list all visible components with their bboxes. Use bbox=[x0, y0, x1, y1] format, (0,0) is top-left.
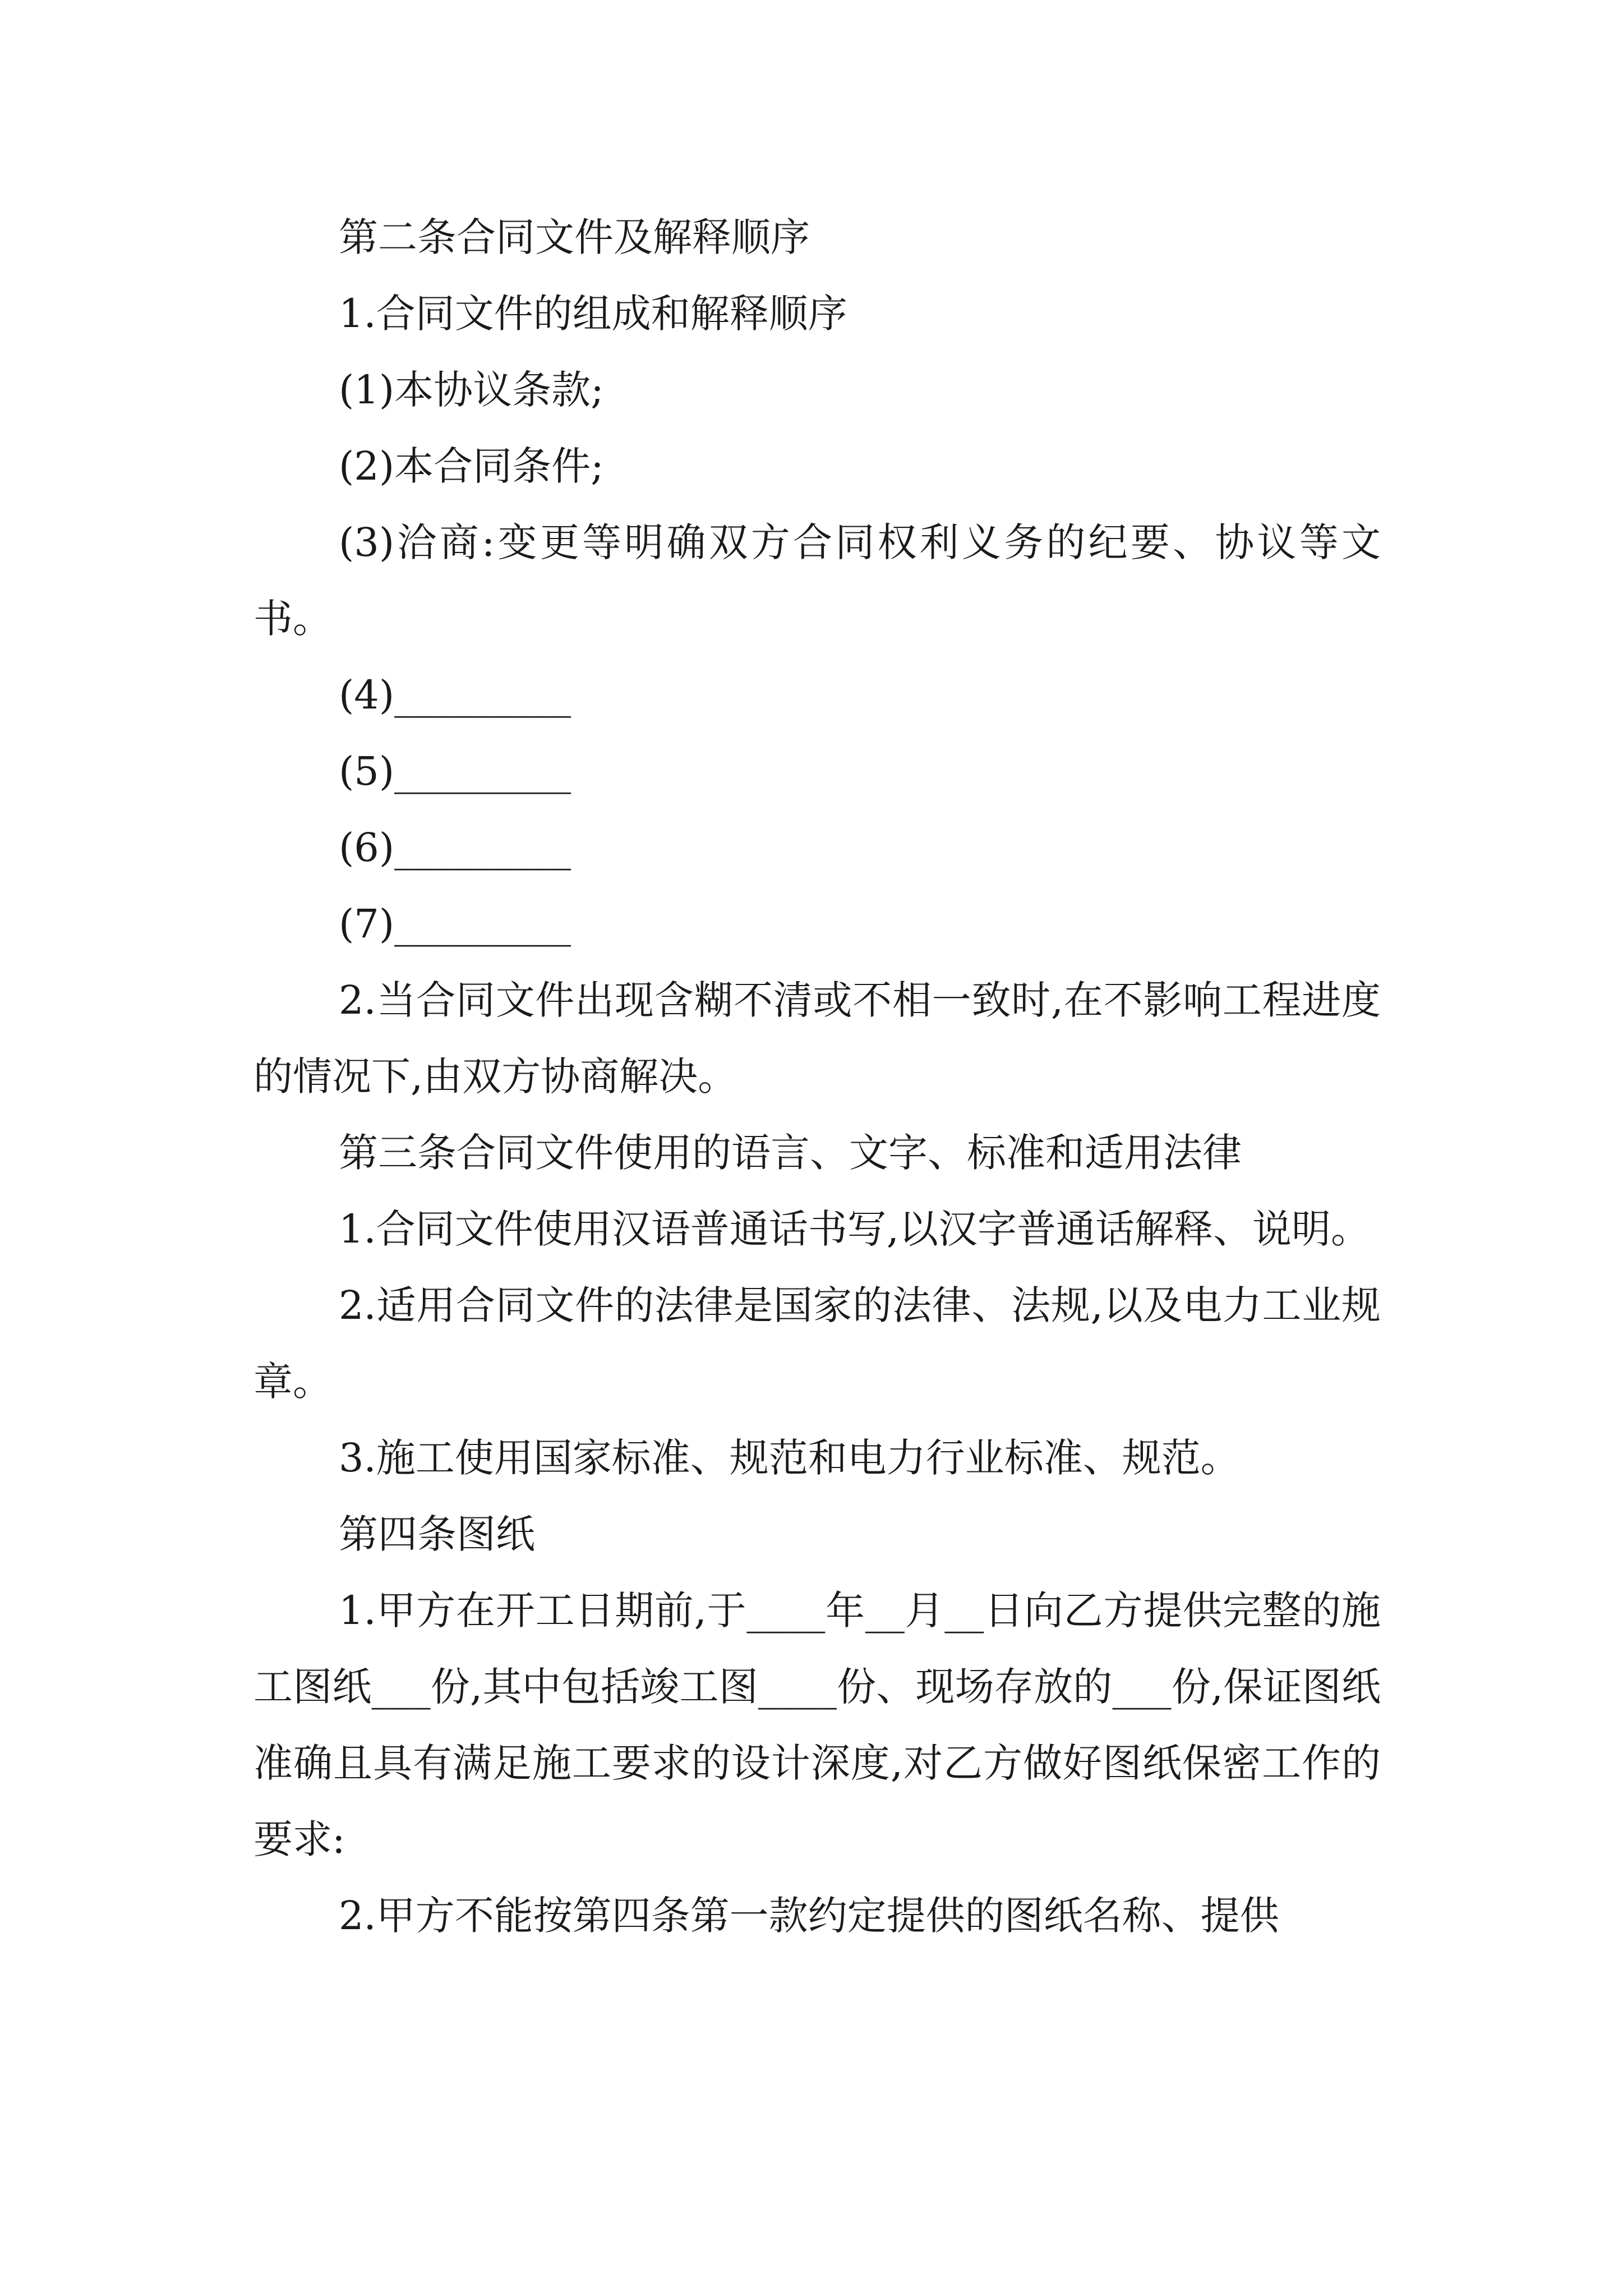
blank-list-item: (7)_________ bbox=[339, 901, 571, 947]
paragraph: 1.甲方在开工日期前,于____年__月__日向乙方提供完整的施工图纸___份,其中包括竣工图____份、现场存放的___份,保证图纸准确且具有满足施工要求的设计深度,对乙方做好图纸保密工作的要求: bbox=[253, 1588, 1381, 1862]
list-item: (1)本协议条款; bbox=[339, 367, 604, 413]
article-heading-4: 第四条图纸 bbox=[339, 1511, 535, 1557]
article-heading-2: 第二条合同文件及解释顺序 bbox=[339, 214, 810, 260]
list-item: (2)本合同条件; bbox=[339, 443, 604, 489]
paragraph: 1.合同文件的组成和解释顺序 bbox=[339, 291, 847, 337]
paragraph: 2.当合同文件出现含糊不清或不相一致时,在不影响工程进度的情况下,由双方协商解决。 bbox=[253, 977, 1381, 1099]
blank-list-item: (5)_________ bbox=[339, 748, 571, 794]
paragraph: 1.合同文件使用汉语普通话书写,以汉字普通话解释、说明。 bbox=[339, 1206, 1371, 1252]
article-heading-3: 第三条合同文件使用的语言、文字、标准和适用法律 bbox=[339, 1130, 1242, 1176]
blank-list-item: (6)_________ bbox=[339, 825, 571, 871]
document-body bbox=[253, 199, 1381, 1954]
paragraph: 2.适用合同文件的法律是国家的法律、法规,以及电力工业规章。 bbox=[253, 1282, 1381, 1405]
blank-list-item: (4)_________ bbox=[339, 672, 571, 718]
paragraph: 2.甲方不能按第四条第一款约定提供的图纸名称、提供 bbox=[339, 1893, 1279, 1939]
list-item: (3)洽商:变更等明确双方合同权利义务的纪要、协议等文书。 bbox=[253, 519, 1381, 642]
paragraph: 3.施工使用国家标准、规范和电力行业标准、规范。 bbox=[339, 1435, 1240, 1481]
